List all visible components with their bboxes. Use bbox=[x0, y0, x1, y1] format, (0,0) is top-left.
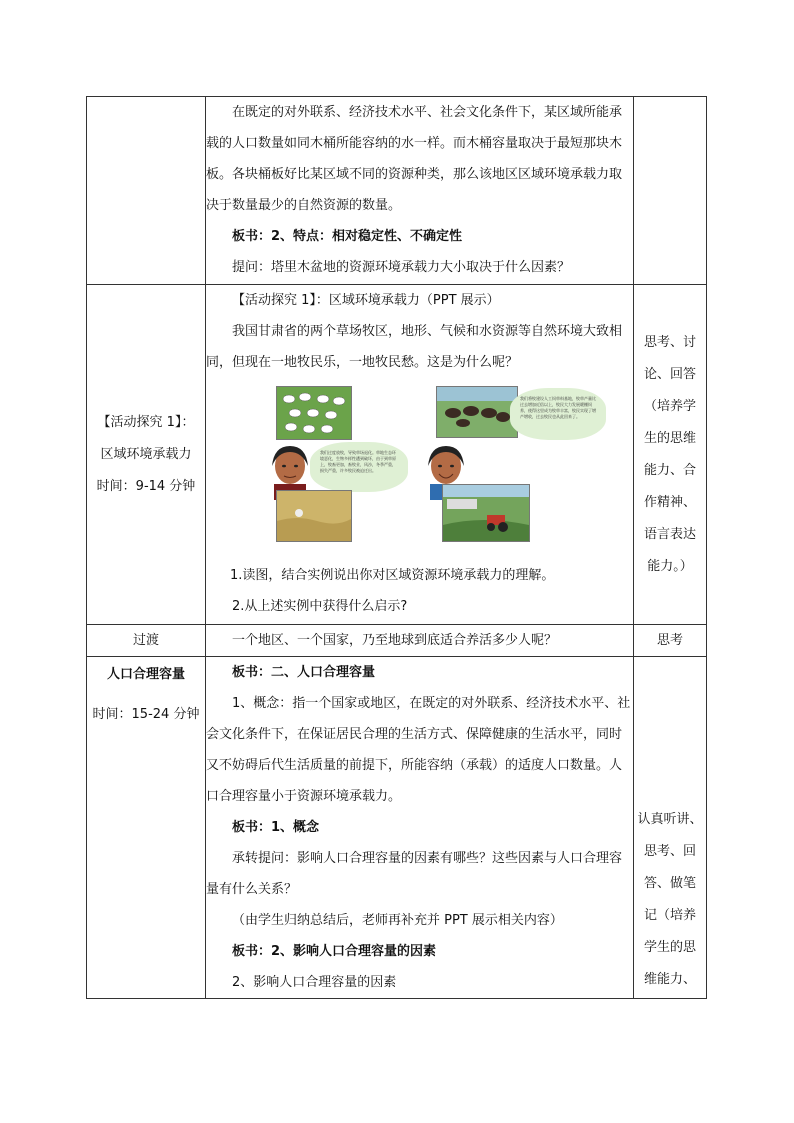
sheep-icon bbox=[277, 387, 351, 439]
board-factors: 板书：2、影响人口合理容量的因素 bbox=[232, 944, 437, 959]
table-row bbox=[87, 285, 707, 625]
board-characteristics: 板书：2、特点：相对稳定性、不确定性 bbox=[232, 229, 463, 244]
activity-right-line: 论、回答 bbox=[643, 366, 696, 382]
tarim-question: 提问：塔里木盆地的资源环境承载力大小取决于什么因素？ bbox=[232, 260, 571, 275]
bucket-paragraph: 在既定的对外联系、经济技术水平、社会文化条件下，某区域所能承载的人口数量如同木桶所能容纳的水一样。而木桶容量取决于最短那块木板。各块桶板好比某区域不同的资源种类，那么该地区区域环境承载力取决于数量最少的自然资源的数量。 bbox=[206, 105, 623, 213]
row4-left-cell bbox=[87, 657, 206, 999]
capacity-right-line: 记（培养 bbox=[643, 908, 696, 923]
row2-content-cell bbox=[206, 285, 634, 625]
desert-panel bbox=[276, 490, 352, 542]
row1-left-cell bbox=[87, 97, 206, 285]
activity-subtitle: 区域环境承载力 bbox=[100, 446, 192, 462]
row4-content-cell bbox=[206, 657, 634, 999]
transition-label: 过渡 bbox=[87, 625, 206, 657]
table-row bbox=[87, 657, 707, 999]
capacity-title: 人口合理容量 bbox=[106, 667, 185, 682]
activity-heading: 【活动探究 1】：区域环境承载力（PPT 展示） bbox=[232, 293, 500, 308]
activity-right-line: 能力。） bbox=[647, 558, 693, 574]
table-row bbox=[87, 625, 707, 657]
question-2: 2.从上述实例中获得什么启示? bbox=[232, 599, 408, 614]
row2-left-cell bbox=[87, 285, 206, 625]
transition-right: 思考 bbox=[634, 625, 707, 657]
concept-paragraph: 1、概念：指一个国家或地区，在既定的对外联系、经济技术水平、社会文化条件下，在保证居民合理的生活方式、保障健康的生活水平，同时又不妨碍后代生活质量的前提下，所能容纳（承载）的适度人口数量。人口合理容量小于资源环境承载力。 bbox=[206, 696, 631, 804]
activity-title: 【活动探究 1】： bbox=[97, 414, 195, 430]
factor-heading: 2、影响人口合理容量的因素 bbox=[232, 975, 397, 990]
row1-right-cell bbox=[634, 97, 707, 285]
table-row bbox=[87, 97, 707, 285]
row2-right-cell bbox=[634, 285, 707, 625]
transition-text: 一个地区、一个国家，乃至地球到底适合养活多少人呢？ bbox=[232, 633, 558, 648]
bubble-left: 我们过度放牧，导致草场退化。草地生态环境恶化，生物多样性遭到破坏，由于到草原上，牧畜更加，畜牧业，风沙，冬季严重，损失严重，许多牧民被迫迁出。 bbox=[310, 442, 408, 492]
activity-right-line: 作精神、 bbox=[643, 494, 696, 510]
bubble-right: 我们将牧建设人工饲草料基地，牧草产量比过去增加近倍以上，牧民大力发展暖棚饲养，使得这里成为牧草丰富，牧民实现了增产增收，过去牧民也从此回来了。 bbox=[510, 388, 606, 440]
yak-icon bbox=[437, 387, 517, 437]
tractor-icon bbox=[443, 485, 529, 541]
capacity-right-line: 维能力、 bbox=[643, 972, 696, 987]
yak-panel bbox=[436, 386, 518, 438]
row3-content-cell bbox=[206, 625, 634, 657]
activity-paragraph: 我国甘肃省的两个草场牧区，地形、气候和水资源等自然环境大致相同，但现在一地牧民乐，一地牧民愁。这是为什么呢？ bbox=[206, 324, 623, 370]
capacity-right-line: 答、做笔 bbox=[643, 876, 696, 891]
capacity-time: 时间：15-24 分钟 bbox=[92, 707, 200, 722]
activity-right-line: （培养学 bbox=[643, 398, 696, 414]
transition-question: 承转提问：影响人口合理容量的因素有哪些？这些因素与人口合理容量有什么关系？ bbox=[206, 851, 623, 897]
teacher-note: （由学生归纳总结后，老师再补充并 PPT 展示相关内容） bbox=[232, 913, 563, 928]
row1-content-cell bbox=[206, 97, 634, 285]
board-concept: 板书：1、概念 bbox=[232, 820, 320, 835]
overgrazing-panel bbox=[276, 386, 352, 440]
lesson-plan-table bbox=[86, 96, 707, 999]
farm-panel bbox=[442, 484, 530, 542]
activity-right-line: 思考、讨 bbox=[643, 334, 696, 350]
activity-time: 时间：9-14 分钟 bbox=[96, 478, 196, 494]
question-1: 1.读图，结合实例说出你对区域资源环境承载力的理解。 bbox=[230, 568, 555, 583]
capacity-right-line: 思考、回 bbox=[643, 844, 696, 859]
activity-right-line: 语言表达 bbox=[643, 526, 696, 542]
capacity-right-line: 学生的思 bbox=[643, 940, 696, 955]
row4-right-cell bbox=[634, 657, 707, 999]
grassland-illustration bbox=[266, 386, 606, 554]
activity-right-line: 能力、合 bbox=[643, 462, 696, 478]
activity-right-line: 生的思维 bbox=[643, 430, 696, 446]
board-capacity: 板书：二、人口合理容量 bbox=[232, 665, 376, 680]
capacity-right-line: 认真听讲、 bbox=[637, 812, 703, 827]
